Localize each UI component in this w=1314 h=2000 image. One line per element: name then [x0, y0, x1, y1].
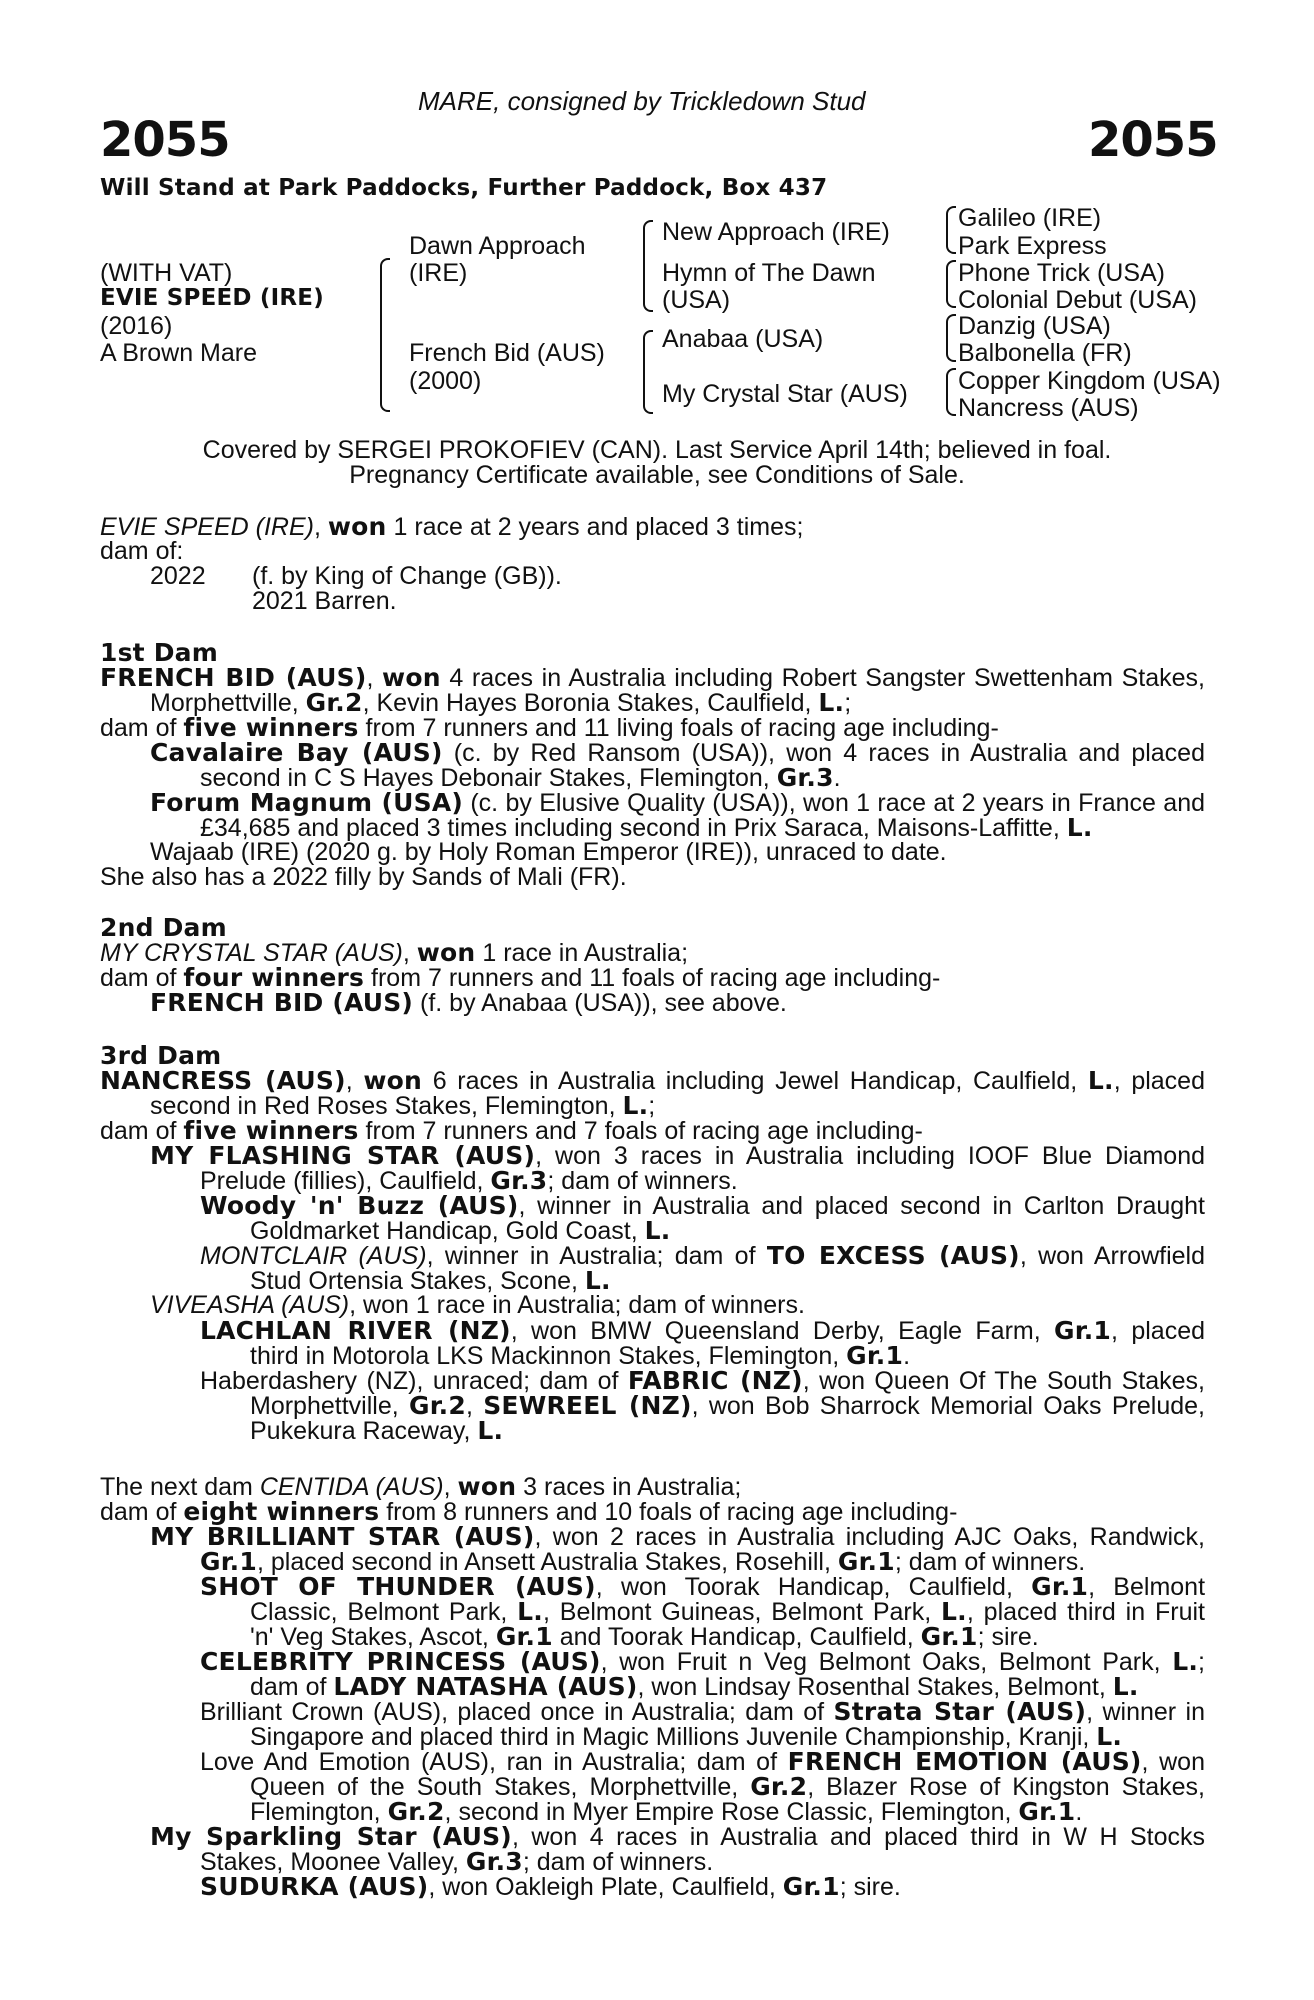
dam-year: (2000): [409, 367, 482, 395]
horse-description: A Brown Mare: [100, 339, 258, 367]
progeny-entry: VIVEASHA (AUS), won 1 race in Australia; dam of winners.: [150, 1291, 805, 1319]
progeny-entry-cont: Morphettville, Gr.2, SEWREEL (NZ), won Bob Sharrock Memorial Oaks Prelude,: [250, 1391, 1205, 1420]
dam-name: French Bid (AUS): [409, 339, 605, 367]
pedigree-brace: [380, 258, 390, 412]
dam-line: NANCRESS (AUS), won 6 races in Australia including Jewel Handicap, Caulfield, L., placed: [100, 1066, 1205, 1095]
gen4-brace-4: [946, 368, 956, 416]
progeny-entry-cont: Stakes, Moonee Valley, Gr.3; dam of winners.: [200, 1847, 714, 1876]
progeny-entry: LACHLAN RIVER (NZ), won BMW Queensland Derby, Eagle Farm, Gr.1, placed: [200, 1316, 1205, 1345]
section-heading: 3rd Dam: [100, 1041, 222, 1070]
covered-line-1: Covered by SERGEI PROKOFIEV (CAN). Last Service April 14th; believed in foal.: [202, 436, 1112, 464]
progeny-entry: Love And Emotion (AUS), ran in Australia; dam of FRENCH EMOTION (AUS), won: [200, 1747, 1205, 1776]
gen4-2: Park Express: [958, 232, 1107, 260]
progeny-entry-cont: Goldmarket Handicap, Gold Coast, L.: [250, 1216, 671, 1245]
also-note: She also has a 2022 filly by Sands of Mali (FR).: [100, 863, 627, 891]
gen4-5: Danzig (USA): [958, 312, 1111, 340]
dam-of-label: dam of:: [100, 537, 184, 565]
progeny-entry-cont: dam of LADY NATASHA (AUS), won Lindsay Rosenthal Stakes, Belmont, L.: [250, 1672, 1139, 1701]
gen4-brace-2: [946, 260, 956, 308]
dam-line: MY CRYSTAL STAR (AUS), won 1 race in Australia;: [100, 938, 689, 967]
progeny-entry-cont: Flemington, Gr.2, second in Myer Empire Rose Classic, Flemington, Gr.1.: [250, 1797, 1083, 1826]
section-heading: 1st Dam: [100, 638, 219, 667]
progeny-entry-cont: second in C S Hayes Debonair Stakes, Flemington, Gr.3.: [200, 763, 841, 792]
gen4-1: Galileo (IRE): [958, 204, 1102, 232]
progeny-text: (f. by King of Change (GB)).: [252, 562, 562, 590]
progeny-entry-cont: Gr.1, placed second in Ansett Australia Stakes, Rosehill, Gr.1; dam of winners.: [200, 1547, 1086, 1576]
gen4-6: Balbonella (FR): [958, 339, 1132, 367]
progeny-entry-cont: Pukekura Raceway, L.: [250, 1416, 504, 1445]
progeny-entry: CELEBRITY PRINCESS (AUS), won Fruit n Veg Belmont Oaks, Belmont Park, L.;: [200, 1647, 1205, 1676]
progeny-entry-cont: Stud Ortensia Stakes, Scone, L.: [250, 1266, 611, 1295]
vat-note: (WITH VAT): [100, 259, 233, 287]
gen3-dam-sire: Anabaa (USA): [662, 325, 824, 353]
progeny-entry: MY BRILLIANT STAR (AUS), won 2 races in Australia including AJC Oaks, Randwick,: [150, 1522, 1205, 1551]
dam-of-line: dam of five winners from 7 runners and 11 living foals of racing age including-: [100, 713, 999, 742]
lot-number-left: 2055: [100, 112, 230, 168]
gen4-8: Nancress (AUS): [958, 394, 1139, 422]
progeny-entry-cont: Classic, Belmont Park, L., Belmont Guineas, Belmont Park, L., placed third in Fruit: [250, 1597, 1205, 1626]
record-line: EVIE SPEED (IRE), won 1 race at 2 years and placed 3 times;: [100, 512, 804, 541]
sire-name: Dawn Approach: [409, 232, 586, 260]
gen4-3: Phone Trick (USA): [958, 259, 1166, 287]
barren-note: 2021 Barren.: [252, 587, 397, 615]
gen3-sire-sire: New Approach (IRE): [662, 218, 890, 246]
gen4-brace-1: [946, 206, 956, 254]
dam-of-line: dam of four winners from 7 runners and 11 foals of racing age including-: [100, 963, 941, 992]
horse-year: (2016): [100, 312, 173, 340]
progeny-entry: MY FLASHING STAR (AUS), won 3 races in Australia including IOOF Blue Diamond: [150, 1141, 1205, 1170]
gen3-sire-dam-country: (USA): [662, 286, 731, 314]
dam-brace: [643, 330, 653, 414]
horse-name: EVIE SPEED (IRE): [100, 285, 324, 311]
stand-location: Will Stand at Park Paddocks, Further Paddock, Box 437: [100, 175, 828, 201]
dam-line-cont: second in Red Roses Stakes, Flemington, L.;: [150, 1091, 656, 1120]
consignment-line: MARE, consigned by Trickledown Stud: [418, 86, 866, 116]
progeny-entry-cont: Prelude (fillies), Caulfield, Gr.3; dam of winners.: [200, 1166, 738, 1195]
dam-line: The next dam CENTIDA (AUS), won 3 races in Australia;: [100, 1472, 742, 1501]
gen4-brace-3: [946, 314, 956, 362]
progeny-year: 2022: [150, 562, 206, 590]
sire-country: (IRE): [409, 259, 468, 287]
progeny-entry: Brilliant Crown (AUS), placed once in Australia; dam of Strata Star (AUS), winner in: [200, 1697, 1205, 1726]
covered-line-2: Pregnancy Certificate available, see Conditions of Sale.: [349, 461, 965, 489]
progeny-entry: Cavalaire Bay (AUS) (c. by Red Ransom (USA)), won 4 races in Australia and placed: [150, 738, 1205, 767]
dam-line: FRENCH BID (AUS), won 4 races in Australia including Robert Sangster Swettenham Stakes,: [100, 663, 1205, 692]
gen3-dam-dam: My Crystal Star (AUS): [662, 380, 908, 408]
gen3-sire-dam: Hymn of The Dawn: [662, 259, 876, 287]
progeny-entry-cont: £34,685 and placed 3 times including second in Prix Saraca, Maisons-Laffitte, L.: [200, 813, 1093, 842]
lot-number-right: 2055: [1088, 112, 1218, 168]
gen4-7: Copper Kingdom (USA): [958, 367, 1221, 395]
progeny-entry-cont: 'n' Veg Stakes, Ascot, Gr.1 and Toorak Handicap, Caulfield, Gr.1; sire.: [250, 1622, 1039, 1651]
progeny-entry: Haberdashery (NZ), unraced; dam of FABRIC (NZ), won Queen Of The South Stakes,: [200, 1366, 1205, 1395]
gen4-4: Colonial Debut (USA): [958, 286, 1197, 314]
progeny-entry: MONTCLAIR (AUS), winner in Australia; dam of TO EXCESS (AUS), won Arrowfield: [200, 1241, 1206, 1270]
dam-of-line: dam of five winners from 7 runners and 7 foals of racing age including-: [100, 1116, 923, 1145]
progeny-entry-cont: third in Motorola LKS Mackinnon Stakes, Flemington, Gr.1.: [250, 1341, 911, 1370]
progeny-entry: FRENCH BID (AUS) (f. by Anabaa (USA)), see above.: [150, 988, 787, 1017]
progeny-entry: Wajaab (IRE) (2020 g. by Holy Roman Emperor (IRE)), unraced to date.: [150, 838, 947, 866]
dam-line-cont: Morphettville, Gr.2, Kevin Hayes Boronia Stakes, Caulfield, L.;: [150, 688, 852, 717]
progeny-entry-cont: Queen of the South Stakes, Morphettville, Gr.2, Blazer Rose of Kingston Stakes,: [250, 1772, 1205, 1801]
progeny-entry: SHOT OF THUNDER (AUS), won Toorak Handicap, Caulfield, Gr.1, Belmont: [200, 1572, 1206, 1601]
progeny-entry: Woody 'n' Buzz (AUS), winner in Australia and placed second in Carlton Draught: [200, 1191, 1205, 1220]
progeny-entry: SUDURKA (AUS), won Oakleigh Plate, Caulfield, Gr.1; sire.: [200, 1872, 901, 1901]
progeny-entry-cont: Singapore and placed third in Magic Millions Juvenile Championship, Kranji, L.: [250, 1722, 1123, 1751]
sire-brace: [643, 220, 653, 312]
progeny-entry: Forum Magnum (USA) (c. by Elusive Quality (USA)), won 1 race at 2 years in France and: [150, 788, 1205, 817]
progeny-entry: My Sparkling Star (AUS), won 4 races in Australia and placed third in W H Stocks: [150, 1822, 1205, 1851]
section-heading: 2nd Dam: [100, 913, 227, 942]
dam-of-line: dam of eight winners from 8 runners and 10 foals of racing age including-: [100, 1497, 958, 1526]
